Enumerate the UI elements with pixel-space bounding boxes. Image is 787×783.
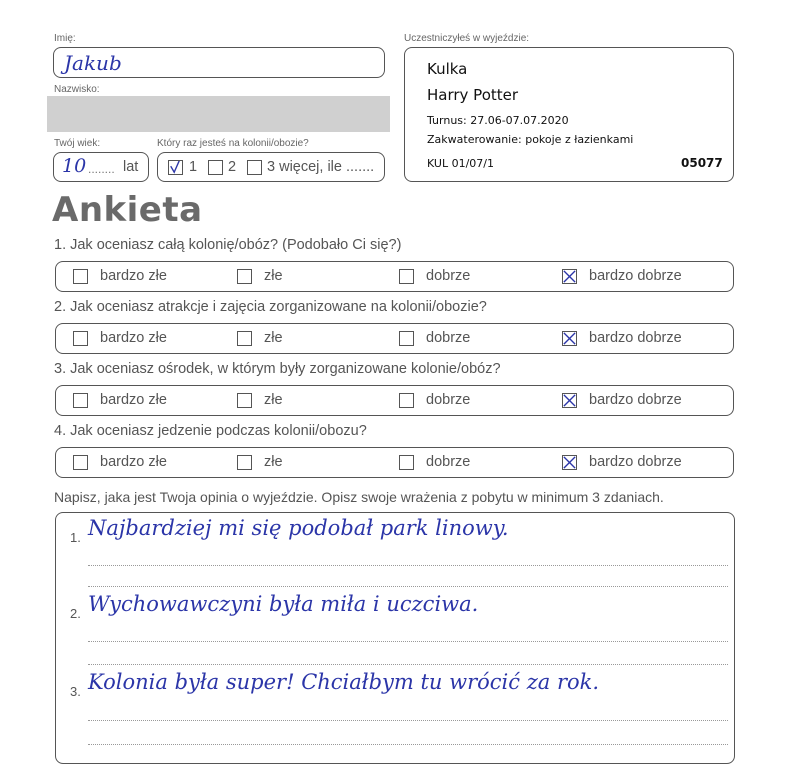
cross-mark-icon	[563, 394, 576, 407]
question-3-option-label: dobrze	[426, 392, 471, 408]
question-4-checkbox[interactable]	[399, 455, 414, 470]
question-3-text: 3. Jak oceniasz ośrodek, w którym były zorganizowane kolonie/obóz?	[54, 361, 501, 377]
question-2-options	[55, 323, 734, 354]
ruled-line	[88, 664, 728, 665]
times-option-2: 2	[228, 159, 237, 175]
sentence-number-2: 2.	[70, 606, 81, 621]
ruled-line	[88, 641, 728, 642]
opinion-prompt: Napisz, jaka jest Twoja opinia o wyjeździe. Opisz swoje wrażenia z pobytu w minimum 3 zdaniach.	[54, 489, 664, 505]
times-checkbox-1[interactable]	[168, 160, 183, 175]
cross-mark-icon	[563, 456, 576, 469]
question-3-options	[55, 385, 734, 416]
times-field	[157, 152, 385, 182]
question-1-checkbox[interactable]	[73, 269, 88, 284]
question-4-option-label: bardzo złe	[100, 454, 167, 470]
question-1-checkbox[interactable]	[399, 269, 414, 284]
opinion-box[interactable]	[55, 512, 735, 764]
name-label: Imię:	[54, 33, 76, 44]
question-4-checkbox[interactable]	[237, 455, 252, 470]
question-2-text: 2. Jak oceniasz atrakcje i zajęcia zorganizowane na kolonii/obozie?	[54, 299, 487, 315]
question-2-option-label: bardzo złe	[100, 330, 167, 346]
age-label: Twój wiek:	[54, 138, 101, 149]
times-checkbox-2[interactable]	[208, 160, 223, 175]
question-4-options	[55, 447, 734, 478]
question-1-text: 1. Jak oceniasz całą kolonię/obóz? (Podobało Ci się?)	[54, 237, 402, 253]
question-3-checkbox[interactable]	[237, 393, 252, 408]
trip-code: KUL 01/07/1	[427, 157, 494, 170]
sentence-3: Kolonia była super! Chciałbym tu wrócić za rok.	[88, 670, 600, 694]
ruled-line	[88, 565, 728, 566]
question-1-checkbox[interactable]	[237, 269, 252, 284]
checkmark-icon	[169, 161, 182, 174]
times-label: Który raz jesteś na kolonii/obozie?	[157, 138, 309, 149]
question-3-option-label: bardzo dobrze	[589, 392, 682, 408]
age-field[interactable]	[53, 152, 149, 182]
trip-line1: Kulka	[427, 60, 468, 78]
sentence-2: Wychowawczyni była miła i uczciwa.	[88, 592, 479, 616]
question-1-option-label: bardzo złe	[100, 268, 167, 284]
ruled-line	[88, 744, 728, 745]
question-2-option-label: bardzo dobrze	[589, 330, 682, 346]
times-checkbox-3[interactable]	[247, 160, 262, 175]
surname-redaction	[47, 96, 390, 132]
age-value: 10	[62, 155, 87, 177]
question-1-option-label: bardzo dobrze	[589, 268, 682, 284]
question-4-option-label: dobrze	[426, 454, 471, 470]
question-3-checkbox[interactable]	[73, 393, 88, 408]
question-2-checkbox[interactable]	[399, 331, 414, 346]
question-2-option-label: dobrze	[426, 330, 471, 346]
age-dots: ........	[88, 162, 115, 176]
question-3-option-label: bardzo złe	[100, 392, 167, 408]
question-4-option-label: bardzo dobrze	[589, 454, 682, 470]
name-value: Jakub	[64, 51, 122, 75]
trip-line2: Harry Potter	[427, 86, 519, 104]
sentence-number-3: 3.	[70, 684, 81, 699]
ruled-line	[88, 586, 728, 587]
ruled-line	[88, 720, 728, 721]
question-3-option-label: złe	[264, 392, 283, 408]
times-option-3: 3 więcej, ile .......	[267, 159, 375, 175]
age-unit: lat	[123, 159, 139, 175]
trip-number: 05077	[681, 156, 723, 170]
question-4-option-label: złe	[264, 454, 283, 470]
page-title: Ankieta	[52, 190, 203, 230]
question-2-checkbox[interactable]	[237, 331, 252, 346]
cross-mark-icon	[563, 332, 576, 345]
trip-turnus: Turnus: 27.06-07.07.2020	[427, 114, 569, 127]
times-option-1: 1	[189, 159, 198, 175]
question-2-option-label: złe	[264, 330, 283, 346]
surname-label: Nazwisko:	[54, 84, 100, 95]
question-3-checkbox[interactable]	[399, 393, 414, 408]
name-field[interactable]	[53, 47, 385, 78]
sentence-1: Najbardziej mi się podobał park linowy.	[88, 516, 509, 540]
question-3-checkbox[interactable]	[562, 393, 577, 408]
sentence-number-1: 1.	[70, 530, 81, 545]
trip-accommodation: Zakwaterowanie: pokoje z łazienkami	[427, 133, 634, 146]
question-1-option-label: dobrze	[426, 268, 471, 284]
question-4-checkbox[interactable]	[562, 455, 577, 470]
trip-label: Uczestniczyłeś w wyjeździe:	[404, 33, 530, 44]
question-2-checkbox[interactable]	[562, 331, 577, 346]
question-1-options	[55, 261, 734, 292]
question-4-checkbox[interactable]	[73, 455, 88, 470]
question-1-option-label: złe	[264, 268, 283, 284]
question-1-checkbox[interactable]	[562, 269, 577, 284]
cross-mark-icon	[563, 270, 576, 283]
question-2-checkbox[interactable]	[73, 331, 88, 346]
question-4-text: 4. Jak oceniasz jedzenie podczas kolonii/obozu?	[54, 423, 367, 439]
trip-info-box	[404, 47, 734, 182]
